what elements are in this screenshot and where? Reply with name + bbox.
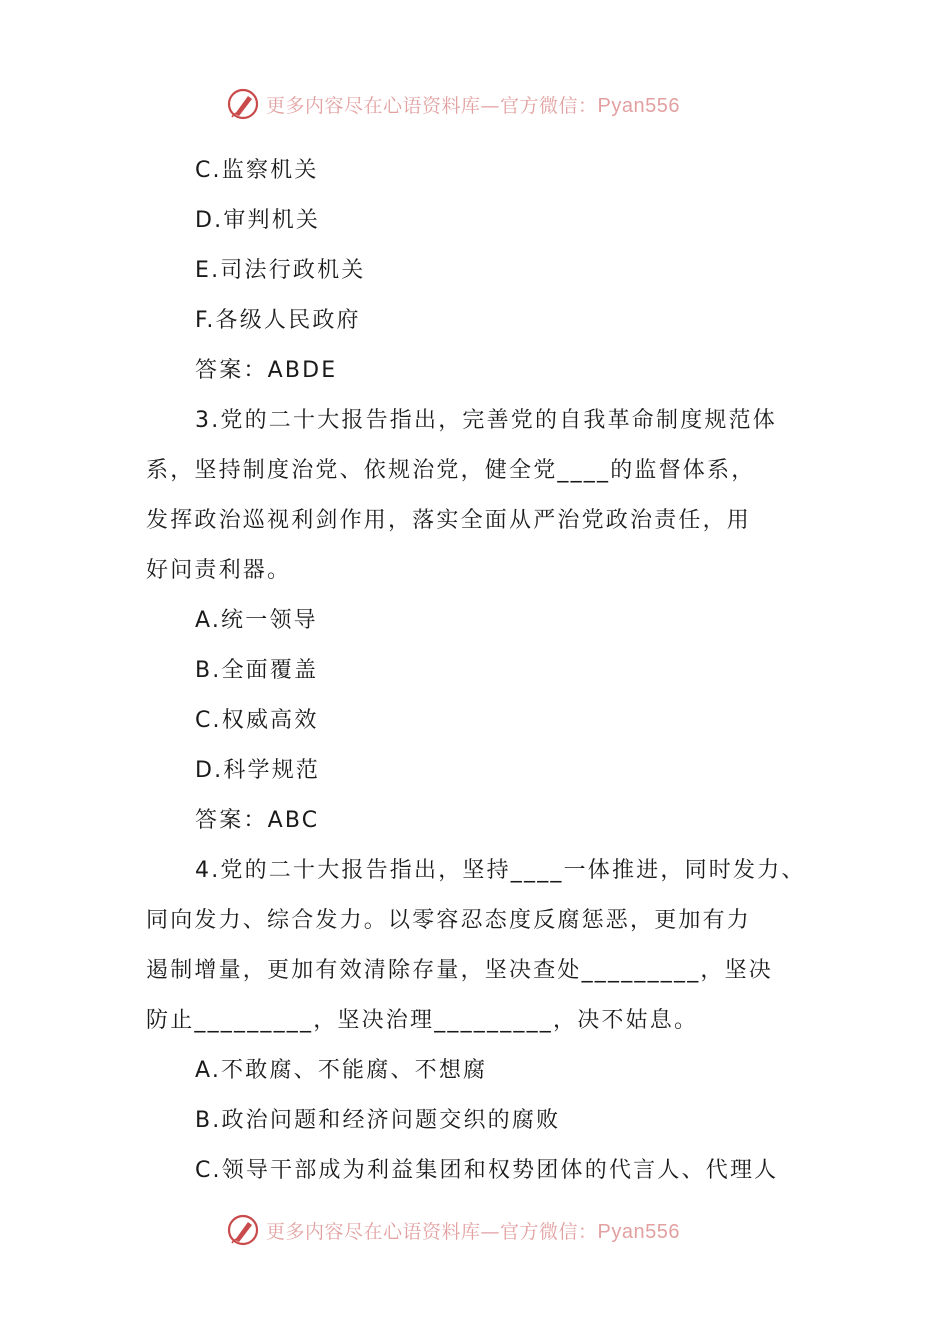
text-line: E.司法行政机关 [195, 258, 366, 283]
header-watermark [226, 86, 680, 122]
footer-watermark [226, 1212, 680, 1248]
pen-nib-circle-icon [226, 1213, 260, 1247]
watermark-text: 更多内容尽在心语资料库—官方微信：Pyan556 [266, 1220, 680, 1243]
text-line: 答案：ABC [195, 808, 320, 833]
text-line: 遏制增量，更加有效清除存量，坚决查处_________，坚决 [146, 958, 774, 983]
text-line: B.全面覆盖 [195, 658, 319, 683]
text-line: 3.党的二十大报告指出，完善党的自我革命制度规范体 [195, 408, 777, 433]
document-body [146, 146, 826, 1196]
text-line: C.监察机关 [195, 158, 319, 183]
text-line: 答案：ABDE [195, 358, 338, 383]
text-line: D.审判机关 [195, 208, 321, 233]
text-line: 发挥政治巡视利剑作用，落实全面从严治党政治责任，用 [146, 508, 752, 533]
text-line: 防止_________，坚决治理_________，决不姑息。 [146, 1008, 699, 1033]
text-line: C.权威高效 [195, 708, 319, 733]
text-line: D.科学规范 [195, 758, 321, 783]
text-line: 4.党的二十大报告指出，坚持____一体推进，同时发力、 [195, 858, 806, 883]
text-line: F.各级人民政府 [195, 308, 361, 333]
text-line: 同向发力、综合发力。以零容忍态度反腐惩恶，更加有力 [146, 908, 752, 933]
text-line: A.统一领导 [195, 608, 318, 633]
text-line: B.政治问题和经济问题交织的腐败 [195, 1108, 561, 1133]
text-line: C.领导干部成为利益集团和权势团体的代言人、代理人 [195, 1158, 779, 1183]
text-line: 系，坚持制度治党、依规治党，健全党____的监督体系， [146, 458, 756, 483]
pen-nib-circle-icon [226, 87, 260, 121]
watermark-text: 更多内容尽在心语资料库—官方微信：Pyan556 [266, 94, 680, 117]
text-line: A.不敢腐、不能腐、不想腐 [195, 1058, 488, 1083]
text-line: 好问责利器。 [146, 558, 292, 583]
